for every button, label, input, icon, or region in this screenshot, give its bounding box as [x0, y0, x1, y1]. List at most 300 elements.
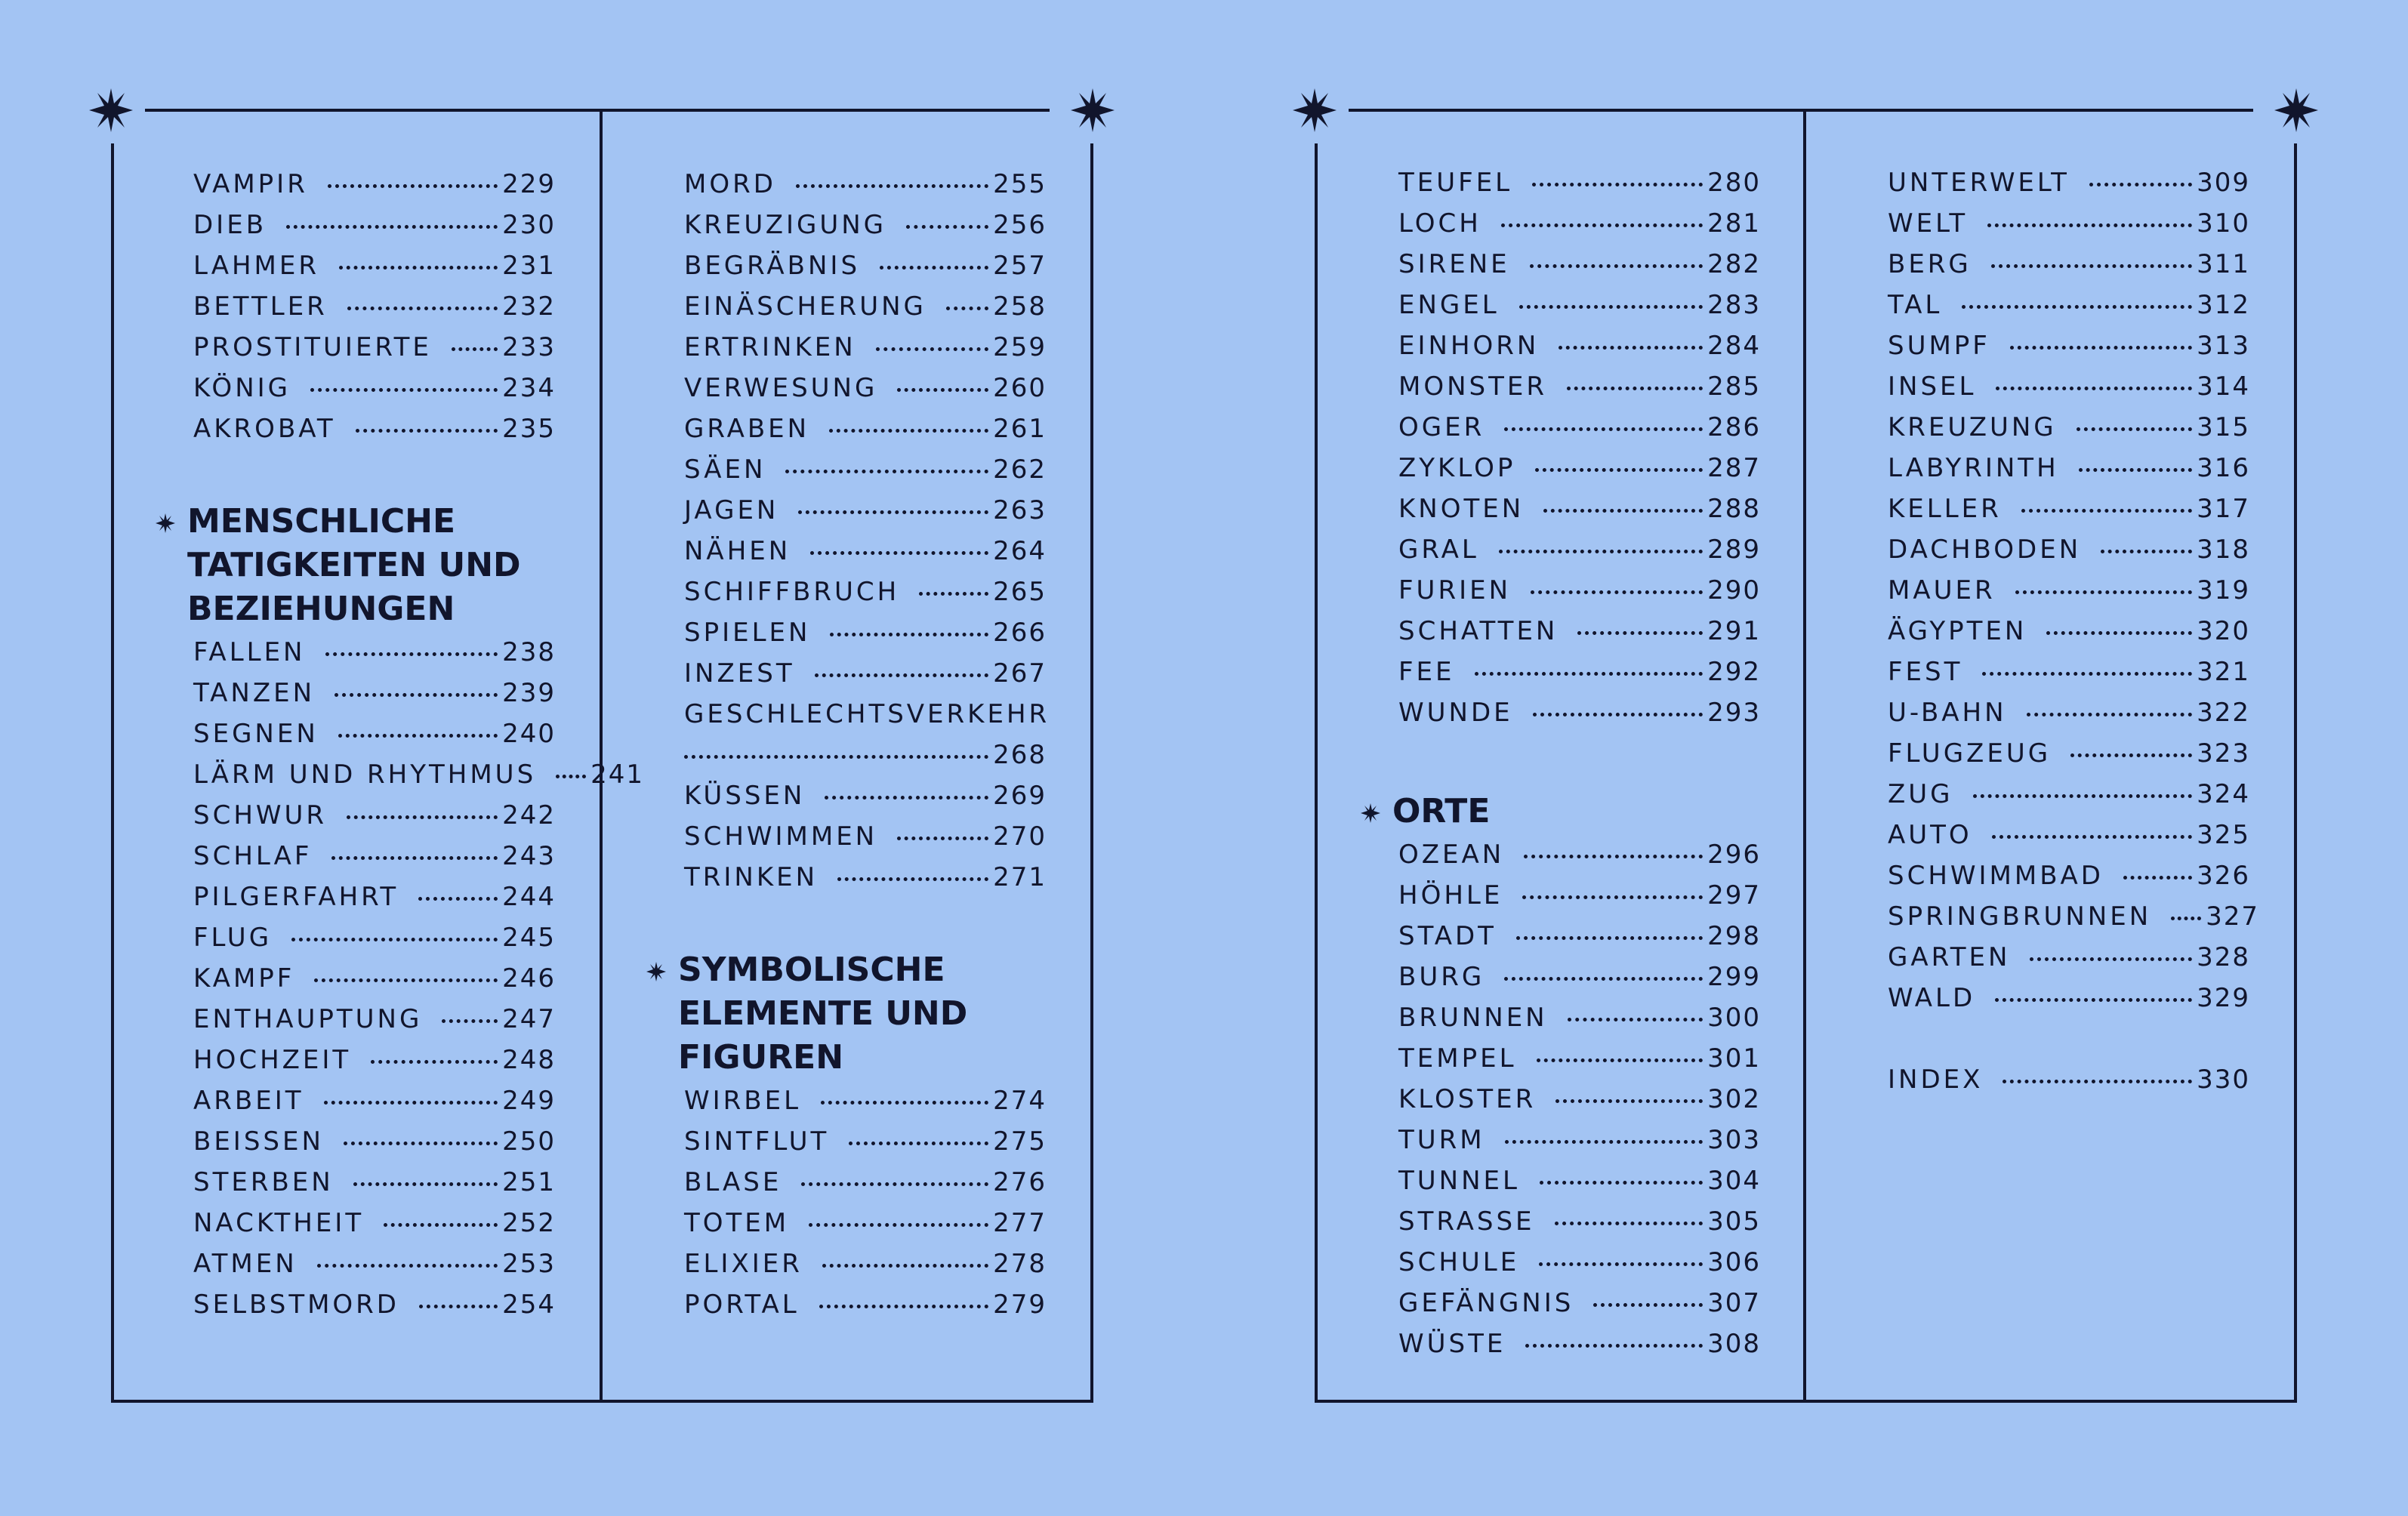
toc-entry-title: NÄHEN	[684, 536, 791, 566]
toc-entry-title: BURG	[1398, 962, 1485, 992]
toc-entry-title: TEMPEL	[1398, 1043, 1517, 1074]
toc-entry-title: TUNNEL	[1398, 1166, 1520, 1196]
dot-leader	[328, 184, 498, 188]
toc-entry[interactable]	[1398, 208, 1761, 249]
toc-entry[interactable]	[1888, 208, 2250, 249]
toc-entry[interactable]	[1398, 1084, 1761, 1125]
toc-entry[interactable]	[684, 618, 1047, 658]
toc-entry[interactable]	[684, 332, 1047, 373]
toc-entry[interactable]	[1888, 290, 2250, 331]
toc-entry[interactable]	[1888, 698, 2250, 738]
toc-entry[interactable]	[684, 169, 1047, 210]
toc-page-number: 262	[993, 454, 1047, 485]
dot-leader	[1995, 998, 2192, 1002]
toc-entry[interactable]	[193, 1208, 556, 1249]
dot-leader	[810, 551, 988, 555]
toc-page-number: 322	[2197, 698, 2250, 728]
dot-leader	[353, 1182, 498, 1186]
toc-entry[interactable]	[1888, 412, 2250, 453]
dot-leader	[371, 1060, 498, 1064]
toc-entry[interactable]	[1398, 1003, 1761, 1043]
dot-leader	[1537, 1058, 1703, 1062]
toc-page-number: 266	[993, 618, 1047, 648]
toc-entry-title: SINTFLUT	[684, 1126, 830, 1157]
toc-entry-title: PORTAL	[684, 1290, 800, 1320]
dot-leader	[2030, 957, 2192, 961]
toc-entry[interactable]	[1888, 820, 2250, 861]
toc-entry-title: KREUZIGUNG	[684, 210, 887, 240]
toc-entry-title: UNTERWELT	[1888, 168, 2070, 198]
toc-entry[interactable]	[1888, 371, 2250, 412]
toc-entry[interactable]	[193, 1004, 556, 1045]
toc-entry[interactable]	[1398, 657, 1761, 698]
toc-entry-title: NACKTHEIT	[193, 1208, 365, 1238]
toc-entry[interactable]	[193, 1249, 556, 1290]
top-rule	[145, 109, 1050, 112]
toc-page-number: 246	[502, 963, 556, 994]
toc-page-number: 249	[502, 1086, 556, 1116]
toc-entry[interactable]	[1398, 962, 1761, 1003]
toc-page-number: 269	[993, 781, 1047, 811]
toc-entry-title: WIRBEL	[684, 1086, 802, 1116]
toc-entry-title: KNOTEN	[1398, 494, 1525, 524]
dot-leader	[825, 796, 988, 800]
toc-entry[interactable]	[1888, 535, 2250, 575]
dot-leader	[815, 673, 989, 677]
toc-entry[interactable]	[1888, 861, 2250, 901]
dot-leader	[1567, 387, 1703, 390]
dot-leader	[809, 1223, 988, 1227]
dot-leader	[946, 307, 988, 310]
toc-page-number: 307	[1707, 1288, 1761, 1318]
toc-entry[interactable]	[193, 291, 556, 332]
toc-entry[interactable]	[1398, 575, 1761, 616]
toc-entry-title: HOCHZEIT	[193, 1045, 352, 1075]
toc-page-number: 253	[502, 1249, 556, 1279]
toc-entry[interactable]	[1398, 1206, 1761, 1247]
toc-entry-title: GRABEN	[684, 414, 810, 444]
toc-entry-title: FURIEN	[1398, 575, 1512, 605]
dot-leader	[837, 877, 988, 881]
toc-page-number: 328	[2197, 942, 2250, 972]
toc-entry[interactable]	[1888, 168, 2250, 208]
toc-page-number: 255	[993, 169, 1047, 199]
dot-leader	[324, 1101, 498, 1105]
toc-entry[interactable]	[1398, 535, 1761, 575]
toc-page-number: 289	[1707, 535, 1761, 565]
toc-entry[interactable]	[193, 800, 556, 841]
toc-entry-title: GESCHLECHTSVERKEHR	[684, 699, 1050, 729]
dot-leader	[1525, 1344, 1703, 1348]
toc-entry-title: TEUFEL	[1398, 168, 1513, 198]
toc-page-number: 320	[2197, 616, 2250, 646]
dot-leader	[2123, 876, 2192, 880]
toc-page-number: 281	[1707, 208, 1761, 239]
toc-entry[interactable]	[1398, 921, 1761, 962]
toc-entry[interactable]	[193, 760, 645, 800]
toc-page-number: 244	[502, 882, 556, 912]
toc-column-2	[678, 169, 1050, 1330]
dot-leader	[798, 510, 988, 514]
toc-entry[interactable]	[193, 882, 556, 923]
toc-page-number: 254	[502, 1290, 556, 1320]
toc-entry[interactable]	[684, 577, 1047, 618]
toc-entry[interactable]	[1888, 616, 2250, 657]
toc-page-number: 252	[502, 1208, 556, 1238]
toc-entry-title: BRUNNEN	[1398, 1003, 1548, 1033]
toc-page-number: 248	[502, 1045, 556, 1075]
toc-page-number: 291	[1707, 616, 1761, 646]
toc-entry[interactable]	[684, 1249, 1047, 1290]
dot-leader	[1555, 1099, 1703, 1103]
toc-entry[interactable]	[684, 699, 1050, 740]
toc-entry-title: STRASSE	[1398, 1206, 1535, 1237]
toc-entry-title: EINHORN	[1398, 331, 1540, 361]
toc-entry[interactable]	[1888, 779, 2250, 820]
toc-entry-title: KREUZUNG	[1888, 412, 2057, 442]
dot-leader	[829, 429, 988, 433]
toc-entry-title: SCHWIMMEN	[684, 821, 878, 852]
toc-entry[interactable]	[193, 251, 556, 291]
star-icon	[89, 88, 133, 132]
toc-page-number: 286	[1707, 412, 1761, 442]
toc-entry[interactable]	[193, 1126, 556, 1167]
toc-page-number: 245	[502, 923, 556, 953]
toc-page-number: 313	[2197, 331, 2250, 361]
dot-leader	[347, 815, 498, 819]
toc-entry[interactable]	[684, 1086, 1047, 1126]
toc-column-2	[1888, 168, 2260, 1105]
toc-page-number: 327	[2206, 901, 2260, 932]
toc-page-number: 257	[993, 251, 1047, 281]
toc-entry-title: SCHLAF	[193, 841, 313, 871]
section-heading	[187, 500, 556, 631]
toc-entry-title: EINÄSCHERUNG	[684, 291, 927, 322]
toc-entry[interactable]	[193, 210, 556, 251]
toc-entry[interactable]	[1398, 1288, 1761, 1329]
toc-entry[interactable]	[1398, 1247, 1761, 1288]
toc-entry[interactable]	[193, 1167, 556, 1208]
toc-entry[interactable]	[684, 251, 1047, 291]
toc-entry[interactable]	[193, 637, 556, 678]
toc-page-number: 300	[1707, 1003, 1761, 1033]
toc-page-number: 290	[1707, 575, 1761, 605]
dot-leader	[822, 1264, 988, 1268]
toc-entry[interactable]	[193, 414, 556, 454]
dot-leader	[1499, 550, 1703, 553]
toc-page-number: 299	[1707, 962, 1761, 992]
toc-entry[interactable]	[193, 169, 556, 210]
dot-leader	[1996, 387, 2192, 390]
toc-page-number: 256	[993, 210, 1047, 240]
toc-page-number: 250	[502, 1126, 556, 1157]
toc-page-number: 258	[993, 291, 1047, 322]
toc-page-number: 292	[1707, 657, 1761, 687]
toc-entry-title: GRAL	[1398, 535, 1479, 565]
toc-entry-title: MORD	[684, 169, 776, 199]
toc-entry-title: SEGNEN	[193, 719, 319, 749]
toc-page-number: 247	[502, 1004, 556, 1034]
toc-entry[interactable]	[193, 719, 556, 760]
toc-page-number: 230	[502, 210, 556, 240]
toc-entry[interactable]	[193, 841, 556, 882]
dot-leader	[2171, 917, 2201, 920]
toc-entry[interactable]	[684, 862, 1047, 903]
dot-leader	[347, 307, 498, 310]
toc-entry[interactable]	[1398, 290, 1761, 331]
toc-page-number: 326	[2197, 861, 2250, 891]
toc-column-1	[187, 169, 645, 1330]
dot-leader	[338, 734, 498, 738]
toc-page-number: 315	[2197, 412, 2250, 442]
toc-entry-title: SPIELEN	[684, 618, 811, 648]
dot-leader	[1577, 631, 1703, 635]
dot-leader	[1516, 936, 1703, 940]
dot-leader	[1524, 855, 1703, 858]
toc-entry-continuation[interactable]	[684, 740, 1047, 781]
toc-entry-title: ENGEL	[1398, 290, 1500, 320]
toc-entry-title: SELBSTMORD	[193, 1290, 399, 1320]
toc-page-number: 268	[993, 740, 1047, 770]
dot-leader	[314, 978, 498, 982]
toc-page-number: 282	[1707, 249, 1761, 279]
toc-page-number: 234	[502, 373, 556, 403]
toc-entry-title: KLOSTER	[1398, 1084, 1537, 1114]
left-rule	[111, 143, 114, 1403]
dot-leader	[1504, 427, 1703, 431]
toc-entry[interactable]	[1398, 616, 1761, 657]
toc-entry[interactable]	[1398, 1125, 1761, 1166]
dot-leader	[1593, 1303, 1703, 1307]
toc-page-number: 325	[2197, 820, 2250, 850]
toc-entry[interactable]	[1888, 575, 2250, 616]
toc-entry-title: KAMPF	[193, 963, 295, 994]
toc-entry[interactable]	[1888, 738, 2250, 779]
toc-page-number: 317	[2197, 494, 2250, 524]
toc-entry-title: ENTHAUPTUNG	[193, 1004, 423, 1034]
dot-leader	[849, 1142, 988, 1145]
dot-leader	[331, 856, 498, 860]
toc-page-number: 242	[502, 800, 556, 830]
top-rule	[1349, 109, 2253, 112]
dot-leader	[1475, 672, 1703, 676]
toc-page-number: 280	[1707, 168, 1761, 198]
dot-leader	[1532, 183, 1703, 186]
dot-leader	[1531, 590, 1703, 594]
toc-entry[interactable]	[684, 658, 1047, 699]
toc-entry-title: TANZEN	[193, 678, 316, 708]
dot-leader	[919, 592, 988, 596]
toc-entry[interactable]	[1888, 657, 2250, 698]
toc-entry-title: BERG	[1888, 249, 1972, 279]
dot-leader	[1982, 672, 2192, 676]
toc-entry[interactable]	[1398, 1329, 1761, 1370]
toc-page-number: 276	[993, 1167, 1047, 1197]
dot-leader	[1991, 264, 2192, 268]
dot-leader	[897, 837, 988, 840]
section-heading	[678, 948, 1047, 1080]
toc-page-number: 314	[2197, 371, 2250, 402]
toc-entry[interactable]	[193, 1086, 556, 1126]
dot-leader	[819, 1305, 988, 1308]
toc-entry-title: SUMPF	[1888, 331, 1990, 361]
toc-entry[interactable]	[1398, 494, 1761, 535]
toc-entry-title: ERTRINKEN	[684, 332, 856, 362]
toc-entry[interactable]	[1398, 412, 1761, 453]
dot-leader	[906, 225, 988, 229]
toc-entry-title: MAUER	[1888, 575, 1996, 605]
toc-entry-title: SÄEN	[684, 454, 766, 485]
toc-entry-title: FALLEN	[193, 637, 306, 667]
toc-page-number: 316	[2197, 453, 2250, 483]
toc-entry[interactable]	[193, 963, 556, 1004]
toc-entry-title: ZYKLOP	[1398, 453, 1516, 483]
toc-entry[interactable]	[684, 373, 1047, 414]
toc-entry[interactable]	[684, 821, 1047, 862]
toc-entry[interactable]	[684, 536, 1047, 577]
toc-page-number: 308	[1707, 1329, 1761, 1359]
toc-page-number: 241	[590, 760, 645, 790]
dot-leader	[2089, 183, 2192, 186]
dot-leader	[419, 1305, 498, 1308]
dot-leader	[442, 1019, 498, 1023]
dot-leader	[2070, 753, 2192, 757]
toc-entry-title: WELT	[1888, 208, 1969, 239]
toc-entry[interactable]	[1888, 1065, 2250, 1105]
toc-entry[interactable]	[684, 291, 1047, 332]
toc-entry-title: FLUGZEUG	[1888, 738, 2052, 769]
toc-entry[interactable]	[684, 1208, 1047, 1249]
toc-entry-title: GEFÄNGNIS	[1398, 1288, 1574, 1318]
toc-entry[interactable]	[1888, 983, 2250, 1024]
toc-entry[interactable]	[1398, 698, 1761, 738]
toc-entry[interactable]	[193, 373, 556, 414]
toc-page-number: 323	[2197, 738, 2250, 769]
toc-entry-title: OZEAN	[1398, 840, 1505, 870]
dot-leader	[1962, 305, 2192, 309]
toc-entry-title: BETTLER	[193, 291, 328, 322]
toc-page-number: 243	[502, 841, 556, 871]
column-divider	[600, 109, 603, 1403]
toc-page-number: 277	[993, 1208, 1047, 1238]
toc-entry[interactable]	[684, 1167, 1047, 1208]
section-heading-line: ORTE	[1392, 792, 1491, 830]
dot-leader	[310, 388, 498, 392]
dot-leader	[2077, 427, 2192, 431]
toc-entry[interactable]	[684, 414, 1047, 454]
toc-page-number: 285	[1707, 371, 1761, 402]
toc-entry[interactable]	[193, 1290, 556, 1330]
toc-page-number: 261	[993, 414, 1047, 444]
toc-entry[interactable]	[1888, 494, 2250, 535]
toc-entry-title: DACHBODEN	[1888, 535, 2082, 565]
toc-entry[interactable]	[193, 332, 556, 373]
toc-entry-title: SPRINGBRUNNEN	[1888, 901, 2152, 932]
toc-entry-title: BEISSEN	[193, 1126, 324, 1157]
toc-page-number: 229	[502, 169, 556, 199]
toc-entry-title: VAMPIR	[193, 169, 308, 199]
toc-entry[interactable]	[1888, 453, 2250, 494]
toc-entry[interactable]	[1398, 453, 1761, 494]
toc-entry[interactable]	[1888, 942, 2250, 983]
toc-page-number: 275	[993, 1126, 1047, 1157]
toc-entry[interactable]	[1398, 840, 1761, 880]
toc-entry-title: KELLER	[1888, 494, 2002, 524]
toc-entry-title: ARBEIT	[193, 1086, 304, 1116]
dot-leader	[2079, 468, 2192, 472]
toc-page-number: 259	[993, 332, 1047, 362]
toc-entry[interactable]	[193, 923, 556, 963]
section-heading	[1392, 790, 1761, 833]
toc-entry[interactable]	[684, 1290, 1047, 1330]
dot-leader	[1519, 305, 1703, 309]
toc-page-number: 303	[1707, 1125, 1761, 1155]
toc-entry[interactable]	[684, 1126, 1047, 1167]
toc-page-number: 235	[502, 414, 556, 444]
dot-leader	[2021, 509, 2192, 513]
toc-entry[interactable]	[684, 210, 1047, 251]
dot-leader	[556, 775, 586, 778]
right-rule	[2294, 143, 2297, 1403]
toc-entry[interactable]	[1888, 901, 2260, 942]
dot-leader	[1539, 1262, 1703, 1266]
toc-entry[interactable]	[193, 1045, 556, 1086]
toc-page-number: 267	[993, 658, 1047, 689]
star-icon	[1293, 88, 1337, 132]
toc-entry[interactable]	[1398, 168, 1761, 208]
toc-entry-title: INDEX	[1888, 1065, 1984, 1095]
toc-entry[interactable]	[1398, 371, 1761, 412]
toc-page-number: 309	[2197, 168, 2250, 198]
toc-entry[interactable]	[1888, 331, 2250, 371]
dot-leader	[1522, 895, 1703, 899]
toc-entry[interactable]	[1398, 331, 1761, 371]
toc-entry[interactable]	[1398, 1043, 1761, 1084]
toc-page-number: 238	[502, 637, 556, 667]
toc-page-number: 304	[1707, 1166, 1761, 1196]
toc-entry[interactable]	[684, 495, 1047, 536]
toc-entry[interactable]	[193, 678, 556, 719]
toc-entry-title: BEGRÄBNIS	[684, 251, 861, 281]
toc-entry[interactable]	[1398, 1166, 1761, 1206]
toc-entry[interactable]	[684, 454, 1047, 495]
toc-page-number: 324	[2197, 779, 2250, 809]
dot-leader	[1533, 713, 1703, 716]
dot-leader	[684, 755, 988, 759]
toc-entry[interactable]	[1398, 249, 1761, 290]
toc-page-number: 264	[993, 536, 1047, 566]
dot-leader	[796, 184, 988, 188]
dot-leader	[1555, 1222, 1703, 1225]
dot-leader	[1540, 1181, 1703, 1185]
toc-page-number: 278	[993, 1249, 1047, 1279]
toc-entry-title: JAGEN	[684, 495, 779, 525]
toc-entry-title: ZUG	[1888, 779, 1953, 809]
toc-entry[interactable]	[1398, 880, 1761, 921]
toc-entry[interactable]	[1888, 249, 2250, 290]
toc-page-number: 330	[2197, 1065, 2250, 1095]
toc-entry-title: SCHWIMMBAD	[1888, 861, 2104, 891]
dot-leader	[830, 633, 988, 636]
toc-entry[interactable]	[684, 781, 1047, 821]
toc-entry-title: LOCH	[1398, 208, 1481, 239]
toc-page-number: 318	[2197, 535, 2250, 565]
column-divider	[1803, 109, 1806, 1403]
dot-leader	[335, 693, 498, 697]
toc-entry-title: KÜSSEN	[684, 781, 806, 811]
toc-entry-title: SCHWUR	[193, 800, 328, 830]
toc-page-number: 301	[1707, 1043, 1761, 1074]
